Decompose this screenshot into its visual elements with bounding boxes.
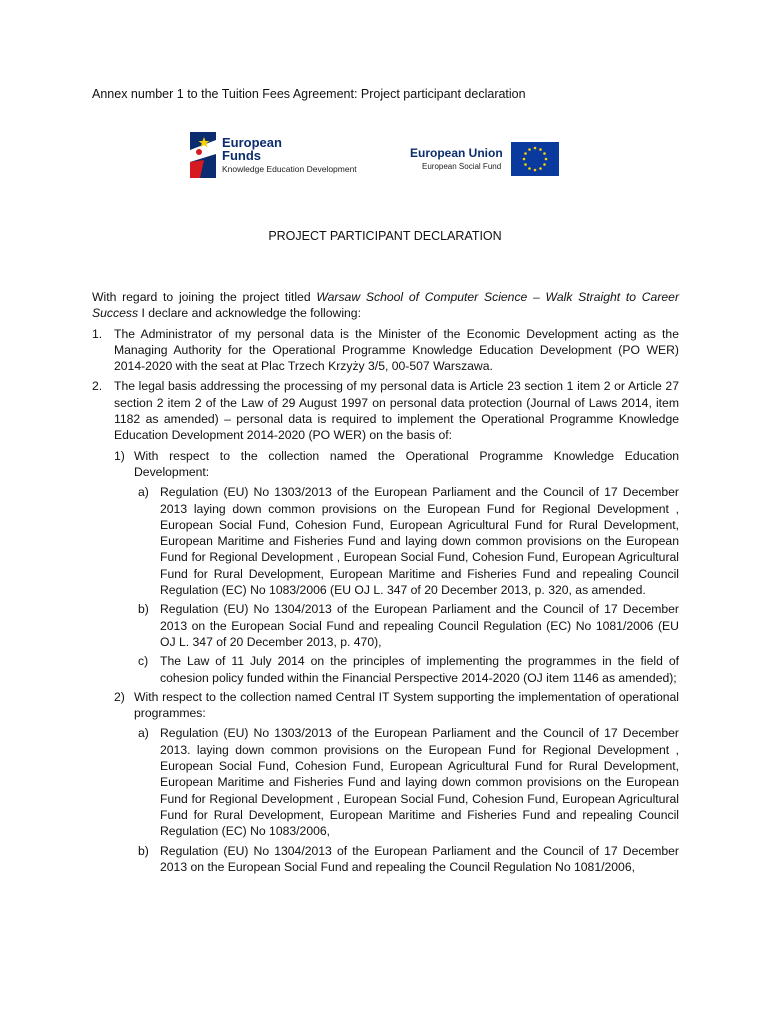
nested-list-item bbox=[138, 601, 679, 650]
nested-list-item-letter: a) bbox=[138, 726, 149, 741]
nested-list-item-text: The Law of 11 July 2014 on the principles of implementing the programmes in the field of cohesion policy funded within the Financial Perspective 2014-2020 (OJ item 1146 as amended); bbox=[160, 654, 679, 685]
list-item bbox=[92, 326, 679, 375]
nested-list-item-letter: c) bbox=[138, 654, 149, 669]
nested-list-item bbox=[138, 653, 679, 686]
nested-list-item bbox=[138, 484, 679, 598]
nested-list-item-letter: b) bbox=[138, 843, 149, 858]
european-union-title: European Union bbox=[410, 146, 503, 160]
european-funds-subtitle: Knowledge Education Development bbox=[222, 164, 357, 175]
eu-flag-icon bbox=[511, 142, 559, 176]
list-item-number: 2. bbox=[92, 379, 103, 394]
logo-bar bbox=[190, 132, 590, 187]
intro-before: With regard to joining the project titled bbox=[92, 290, 317, 304]
intro-after: I declare and acknowledge the following: bbox=[138, 306, 361, 321]
sub-list-item-number: 1) bbox=[114, 448, 125, 463]
intro-paragraph bbox=[92, 289, 679, 322]
nested-list-item-text: Regulation (EU) No 1304/2013 of the European Parliament and the Council of 17 December 2013 on the European Social Fund and repealing the Council Regulation No 1081/2006, bbox=[160, 843, 679, 874]
project-title: Warsaw School of Computer Science – Walk Straight to Career Success bbox=[92, 290, 680, 321]
sub-list-item bbox=[114, 689, 679, 722]
sub-list-item-text: With respect to the collection named Central IT System supporting the implementation of operational programmes: bbox=[134, 689, 679, 721]
list-item-text: The Administrator of my personal data is the Minister of the Economic Development acting as the Managing Authority for the Operational Programme Knowledge Education Development (PO WER) 2014-2020 with the seat at Plac Trzech Krzyży 3/5, 00-507 Warszawa. bbox=[114, 326, 679, 374]
european-funds-emblem-icon bbox=[190, 132, 216, 178]
european-funds-title-line2: Funds bbox=[222, 148, 261, 164]
nested-list-item-letter: b) bbox=[138, 602, 149, 617]
nested-list-item bbox=[138, 843, 679, 876]
european-funds-logo bbox=[190, 132, 357, 178]
nested-list-item-text: Regulation (EU) No 1303/2013 of the European Parliament and the Council of 17 December 2013 laying down common provisions on the European Fund for Regional Development , European Social Fund, Cohesion Fund, European Agricultural Fund for Rural Development, European Maritime and Fisheries Fund and laying down common provisions on the European Fund for Regional Development , European Social Fund, Cohesion Fund, European Agricultural Fund for Rural Development, European Maritime and Fisheries Fund and repealing Council Regulation (EC) No 1083/2006 (EU OJ L. 347 of 20 December 2013, p. 320, as amended. bbox=[160, 485, 679, 598]
list-item-number: 1. bbox=[92, 326, 103, 341]
annex-title: Annex number 1 to the Tuition Fees Agreement: Project participant declaration bbox=[92, 87, 526, 101]
nested-list-item-letter: a) bbox=[138, 485, 149, 500]
sub-list-item-text: With respect to the collection named the Operational Programme Knowledge Education Development: bbox=[134, 448, 679, 479]
european-union-logo bbox=[410, 142, 559, 176]
list-item bbox=[92, 378, 679, 443]
nested-list-item-text: Regulation (EU) No 1303/2013 of the European Parliament and the Council of 17 December 2013. laying down common provisions on the European Fund for Regional Development , European Social Fund, Cohesion Fund, European Agricultural Fund for Rural Development, European Maritime and Fisheries Fund and laying down common provisions on the European Fund for Regional Development , European Social Fund, Cohesion Fund, European Agricultural Fund for Rural Development, European Maritime and Fisheries Fund and repealing Council Regulation (EC) No 1083/2006, bbox=[160, 726, 679, 839]
nested-list-item-text: Regulation (EU) No 1304/2013 of the European Parliament and the Council of 17 December 2013 on the European Social Fund and repealing Council Regulation (EC) No 1081/2006 (EU OJ L. 347 of 20 December 2013, p. 470), bbox=[160, 602, 679, 649]
nested-list-item bbox=[138, 725, 679, 839]
sub-list-item bbox=[114, 448, 679, 481]
sub-list-item-number: 2) bbox=[114, 689, 125, 704]
european-union-subtitle: European Social Fund bbox=[422, 162, 502, 171]
list-item-text: The legal basis addressing the processing of my personal data is Article 23 section 1 item 2 or Article 27 section 2 item 2 of the Law of 29 August 1997 on personal data protection (Journal of Laws 2014, item 1182 as amended) – personal data is required to implement the Operational Programme Knowledge Education Development 2014-2020 (PO WER) on the basis of: bbox=[114, 379, 679, 443]
declaration-heading: PROJECT PARTICIPANT DECLARATION bbox=[268, 229, 502, 243]
european-funds-title-line1: European bbox=[222, 135, 282, 151]
declaration-body bbox=[92, 289, 679, 878]
